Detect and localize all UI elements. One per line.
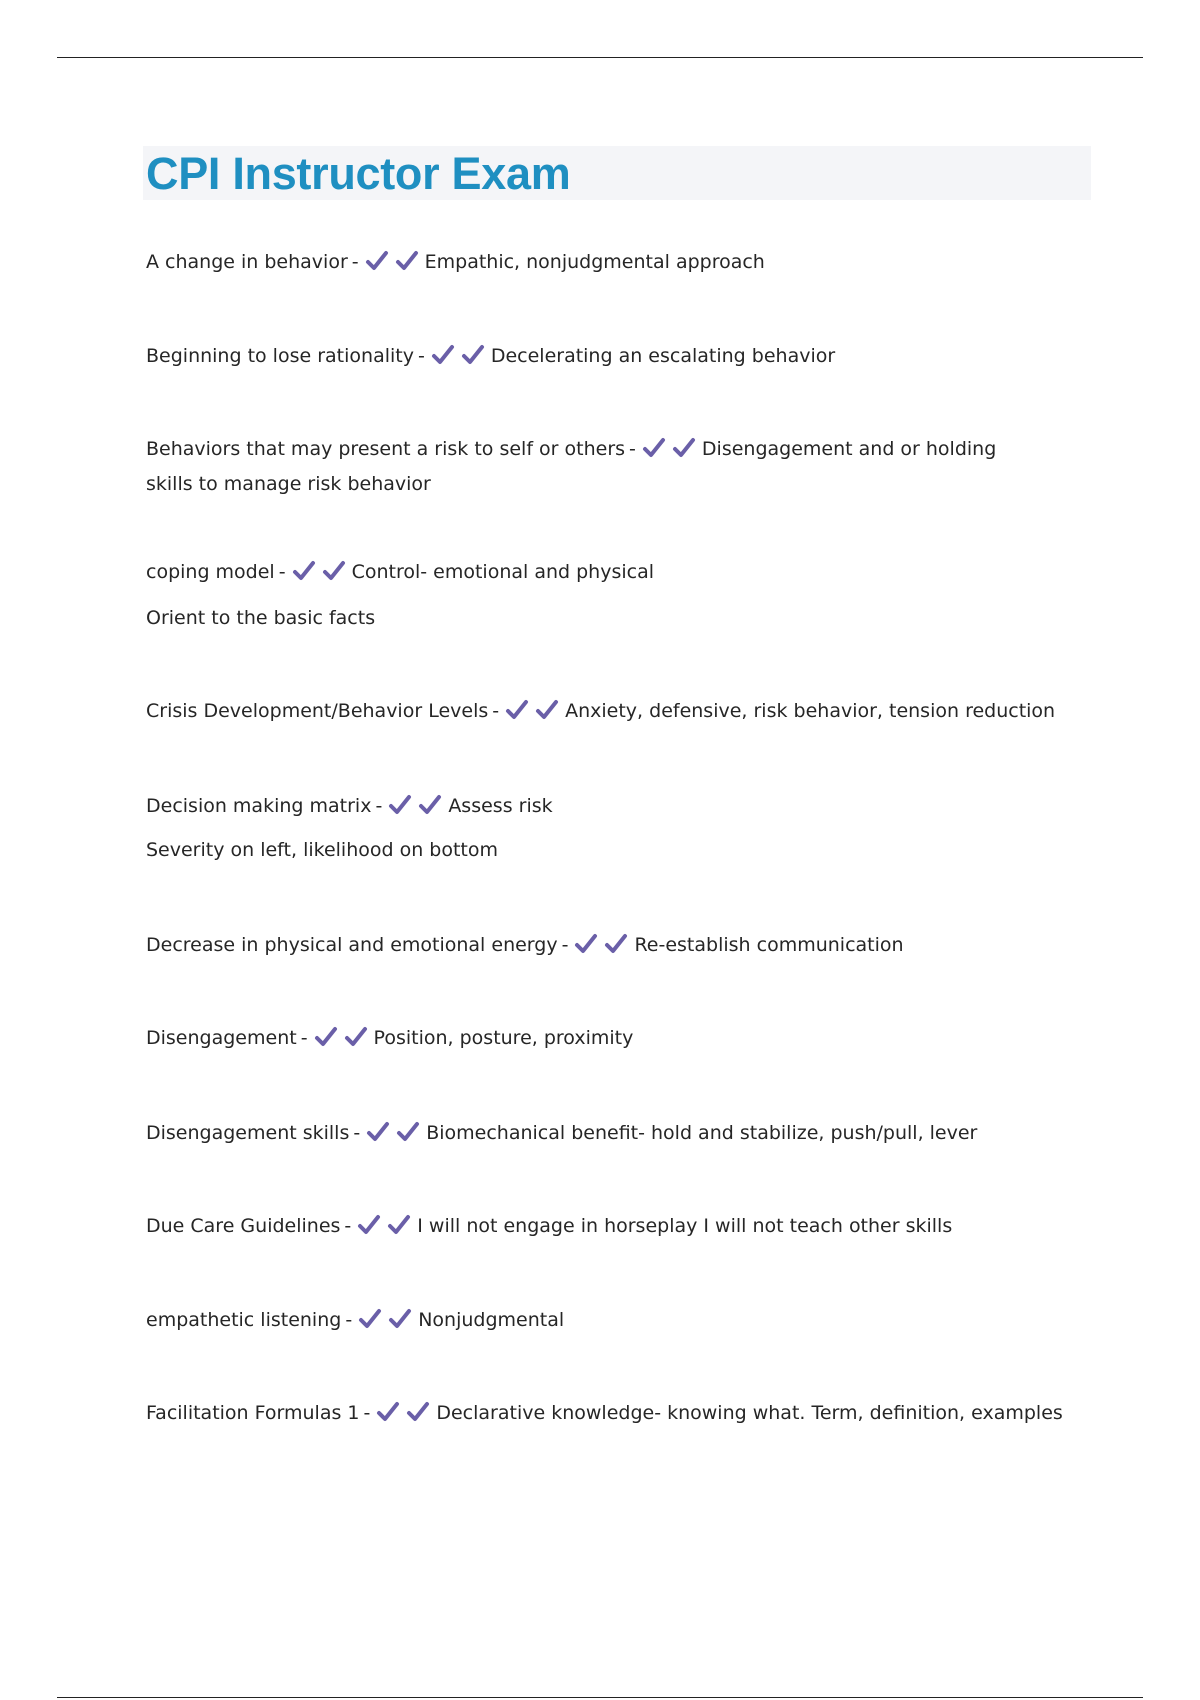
entry-answer: Anxiety, defensive, risk behavior, tension reduction (565, 700, 1056, 722)
checkmark-icon (366, 1120, 390, 1144)
page-title: CPI Instructor Exam (146, 148, 571, 199)
list-item (146, 696, 1056, 731)
entry-answer: Position, posture, proximity (373, 1027, 634, 1049)
entry-term: Disengagement (146, 1027, 297, 1049)
list-item (146, 434, 1026, 499)
entry-term: Decision making matrix (146, 795, 372, 817)
entry-separator: - (353, 1122, 361, 1144)
checkmark-icon (431, 343, 455, 367)
entry-answer: Declarative knowledge- knowing what. Term, definition, examples (436, 1402, 1063, 1424)
entry-separator: - (278, 561, 286, 583)
checkmark-icon (344, 1025, 368, 1049)
entry-term: coping model (146, 561, 275, 583)
entry-term: A change in behavior (146, 251, 348, 273)
list-item (146, 1023, 1046, 1058)
entry-extra-line: Orient to the basic facts (146, 607, 376, 629)
checkmark-icon (365, 249, 389, 273)
list-item (146, 341, 1046, 376)
list-item (146, 930, 1046, 965)
double-check (357, 1213, 411, 1246)
entry-separator: - (561, 934, 569, 956)
entry-term: Due Care Guidelines (146, 1215, 341, 1237)
entry-separator: - (351, 251, 359, 273)
checkmark-icon (357, 1213, 381, 1237)
list-item (146, 557, 1046, 592)
list-item (146, 791, 1046, 826)
entry-separator: - (629, 438, 636, 460)
checkmark-icon (461, 343, 485, 367)
checkmark-icon (388, 1307, 412, 1331)
entry-answer: Control- emotional and physical (351, 561, 655, 583)
double-check (366, 1120, 420, 1153)
double-check (505, 698, 559, 731)
entry-answer: Nonjudgmental (418, 1309, 565, 1331)
checkmark-icon (314, 1025, 338, 1049)
entry-separator: - (417, 345, 425, 367)
entry-answer: Disengagement and or holding skills to manage risk behavior (146, 438, 997, 495)
entry-answer: Re-establish communication (634, 934, 904, 956)
checkmark-icon (604, 932, 628, 956)
checkmark-icon (395, 249, 419, 273)
list-item (146, 247, 1046, 282)
top-rule (57, 57, 1143, 58)
entry-answer: Decelerating an escalating behavior (490, 345, 836, 367)
entry-separator: - (344, 1215, 352, 1237)
entry-answer: Empathic, nonjudgmental approach (424, 251, 765, 273)
entry-term: Behaviors that may present a risk to self or others (146, 438, 626, 460)
double-check (431, 343, 485, 376)
entry-term: Facilitation Formulas 1 (146, 1402, 360, 1424)
entry-separator: - (375, 795, 383, 817)
checkmark-icon (322, 559, 346, 583)
checkmark-icon (376, 1400, 400, 1424)
checkmark-icon (292, 559, 316, 583)
list-item (146, 1305, 1046, 1340)
entry-separator: - (345, 1309, 353, 1331)
checkmark-icon (505, 698, 529, 722)
checkmark-icon (642, 436, 666, 460)
checkmark-icon (535, 698, 559, 722)
entry-separator: - (363, 1402, 371, 1424)
entry-extra-line: Severity on left, likelihood on bottom (146, 839, 499, 861)
double-check (376, 1400, 430, 1433)
entry-term: Crisis Development/Behavior Levels (146, 700, 489, 722)
entry-term: Beginning to lose rationality (146, 345, 414, 367)
entry-answer: Biomechanical benefit- hold and stabilize, push/pull, lever (426, 1122, 978, 1144)
double-check (365, 249, 419, 282)
entry-answer: I will not engage in horseplay I will not teach other skills (417, 1215, 953, 1237)
checkmark-icon (388, 793, 412, 817)
entry-term: Disengagement skills (146, 1122, 350, 1144)
double-check (358, 1307, 412, 1340)
list-item (146, 1398, 1063, 1433)
entry-term: Decrease in physical and emotional energy (146, 934, 558, 956)
double-check (292, 559, 346, 592)
list-item (146, 1211, 1046, 1246)
checkmark-icon (396, 1120, 420, 1144)
checkmark-icon (672, 436, 696, 460)
checkmark-icon (358, 1307, 382, 1331)
checkmark-icon (406, 1400, 430, 1424)
double-check (314, 1025, 368, 1058)
entry-answer: Assess risk (448, 795, 553, 817)
checkmark-icon (574, 932, 598, 956)
bottom-rule (57, 1697, 1143, 1698)
list-item (146, 1118, 1046, 1153)
entry-term: empathetic listening (146, 1309, 342, 1331)
checkmark-icon (387, 1213, 411, 1237)
entry-separator: - (492, 700, 500, 722)
double-check (574, 932, 628, 965)
entry-separator: - (300, 1027, 308, 1049)
double-check (388, 793, 442, 826)
checkmark-icon (418, 793, 442, 817)
double-check (642, 436, 696, 469)
